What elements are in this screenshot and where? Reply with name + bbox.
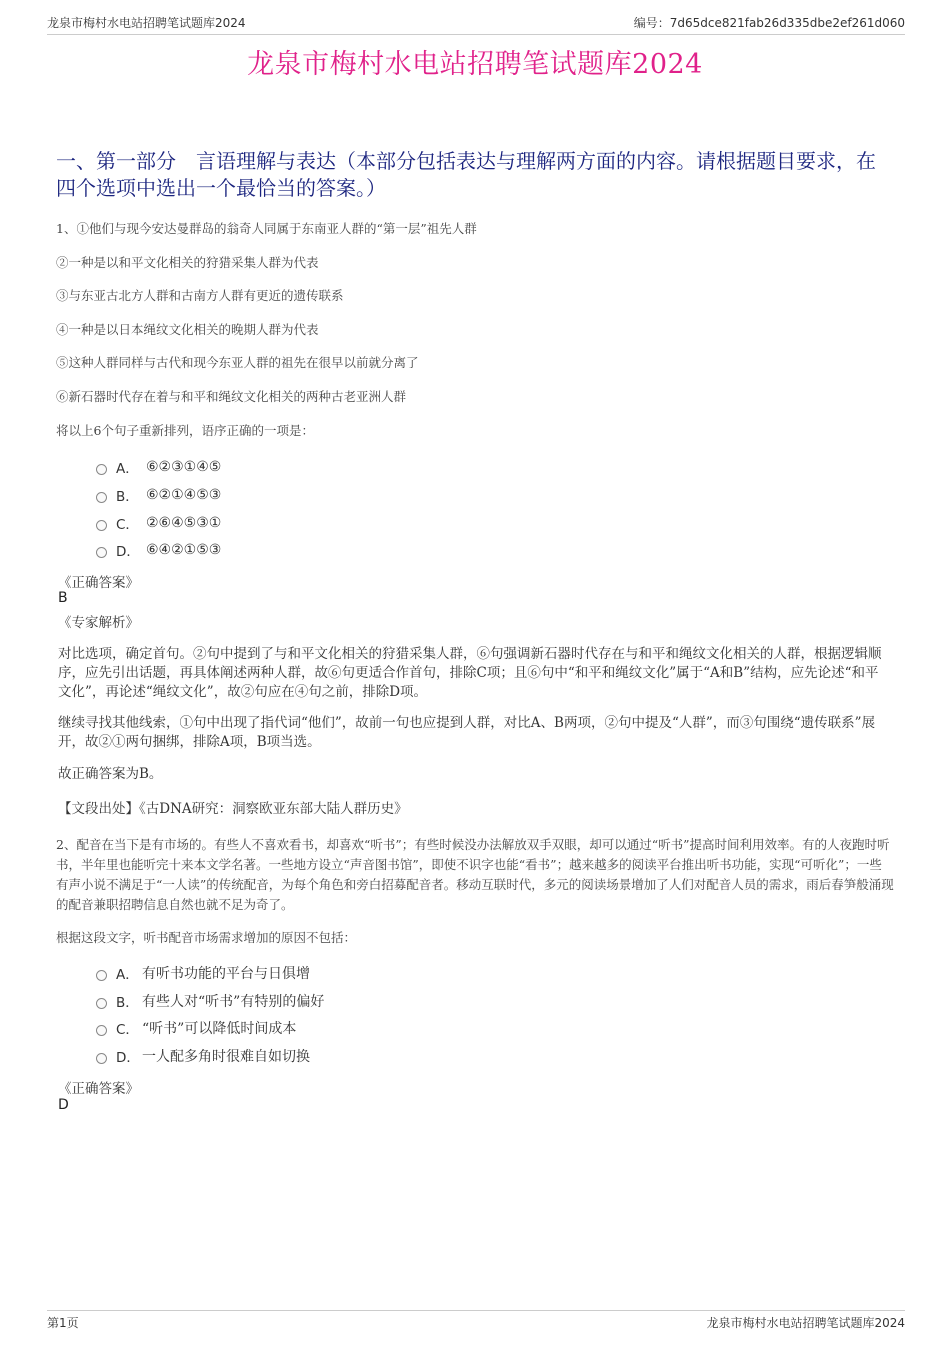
q2-answer-label: 《正确答案》: [58, 1081, 139, 1097]
page-number: 第1页: [47, 1316, 79, 1330]
q1-prompt: 将以上6个句子重新排列，语序正确的一项是：: [56, 423, 314, 438]
option-text: ⑥②①④⑤③: [146, 487, 222, 503]
q1-answer-label: 《正确答案》: [58, 575, 139, 591]
option-letter: A．: [116, 461, 139, 477]
q2-passage: 2、配音在当下是有市场的。有些人不喜欢看书，却喜欢“听书”；有些时候没办法解放双手双眼，却可以通过“听书”提高时间利用效率。有的人夜跑时听书，半年里也能听完十来本文学名著。一些地方设立“声音图书馆”，即使不识字也能“看书”；越来越多的阅读平台推出听书功能，实现“可听化”；一些有声小说不满足于“一人读”的传统配音，为每个角色和旁白招募配音者。移动互联时代，多元的阅读场景增加了人们对配音人员的需求，雨后春笋般涌现的配音兼职招聘信息自然也就不足为奇了。: [56, 837, 894, 912]
option-text: 一人配多角时很难自如切换: [142, 1049, 310, 1065]
q2-option-d[interactable]: [96, 1046, 310, 1066]
q1-source: 【文段出处】《古DNA研究：洞察欧亚东部大陆人群历史》: [58, 801, 408, 817]
option-letter: C．: [116, 1022, 139, 1038]
option-text: ⑥④②①⑤③: [146, 542, 222, 558]
footer-doc-title: 龙泉市梅村水电站招聘笔试题库2024: [706, 1316, 905, 1330]
option-letter: B．: [116, 489, 139, 505]
option-text: ②⑥④⑤③①: [146, 515, 222, 531]
option-letter: A．: [116, 967, 139, 983]
q1-analysis-para-1: 对比选项，确定首句。②句中提到了与和平文化相关的狩猎采集人群，⑥句强调新石器时代存在与和平和绳纹文化相关的人群，根据逻辑顺序，应先引出话题，再具体阐述两种人群，故⑥句更适合作首句，排除C项；且⑥句中“和平和绳纹文化”属于“A和B”结构，应先论述“和平文化”，再论述“绳纹文化”，故②句应在④句之前，排除D项。: [58, 646, 882, 700]
q1-line-3: ③与东亚古北方人群和古南方人群有更近的遗传联系: [56, 288, 344, 303]
header-left-text: 龙泉市梅村水电站招聘笔试题库2024: [47, 16, 246, 30]
page-header: [47, 14, 905, 35]
radio-button[interactable]: [96, 520, 107, 531]
q1-line-6: ⑥新石器时代存在着与和平和绳纹文化相关的两种古老亚洲人群: [56, 389, 407, 404]
q1-line-4: ④一种是以日本绳纹文化相关的晚期人群为代表: [56, 322, 319, 337]
q1-option-d[interactable]: [96, 540, 221, 560]
section-heading: 一、第一部分 言语理解与表达（本部分包括表达与理解两方面的内容。请根据题目要求，在四个选项中选出一个最恰当的答案。）: [56, 149, 876, 200]
q1-answer: B: [58, 590, 68, 606]
q2-option-a[interactable]: [96, 963, 310, 983]
q2-answer: D: [58, 1097, 69, 1113]
q1-option-a[interactable]: [96, 457, 221, 477]
option-text: “听书”可以降低时间成本: [142, 1021, 297, 1037]
option-text: 有听书功能的平台与日俱增: [142, 966, 310, 982]
radio-button[interactable]: [96, 547, 107, 558]
radio-button[interactable]: [96, 492, 107, 503]
document-title: 龙泉市梅村水电站招聘笔试题库2024: [247, 49, 703, 80]
radio-button[interactable]: [96, 1053, 107, 1064]
header-doc-id: 编号：7d65dce821fab26d335dbe2ef261d060: [633, 16, 905, 30]
q1-option-b[interactable]: [96, 485, 221, 505]
radio-button[interactable]: [96, 464, 107, 475]
q1-line-2: ②一种是以和平文化相关的狩猎采集人群为代表: [56, 255, 319, 270]
radio-button[interactable]: [96, 1025, 107, 1036]
q1-analysis-para-2: 继续寻找其他线索，①句中出现了指代词“他们”，故前一句也应提到人群，对比A、B两项，②句中提及“人群”，而③句围绕“遗传联系”展开，故②①两句捆绑，排除A项，B项当选。: [58, 715, 876, 750]
radio-button[interactable]: [96, 998, 107, 1009]
option-letter: D．: [116, 1050, 140, 1066]
option-text: 有些人对“听书”有特别的偏好: [142, 994, 325, 1010]
q1-line-1: 1、①他们与现今安达曼群岛的翁奇人同属于东南亚人群的“第一层”祖先人群: [56, 221, 477, 236]
option-text: ⑥②③①④⑤: [146, 459, 222, 475]
q1-analysis-para-3: 故正确答案为B。: [58, 766, 163, 782]
q2-prompt: 根据这段文字，听书配音市场需求增加的原因不包括：: [56, 930, 357, 945]
q1-option-c[interactable]: [96, 513, 221, 533]
q2-option-c[interactable]: [96, 1018, 296, 1038]
option-letter: B．: [116, 995, 139, 1011]
q1-line-5: ⑤这种人群同样与古代和现今东亚人群的祖先在很早以前就分离了: [56, 355, 419, 370]
option-letter: D．: [116, 544, 140, 560]
radio-button[interactable]: [96, 970, 107, 981]
option-letter: C．: [116, 517, 139, 533]
q1-analysis-label: 《专家解析》: [58, 615, 139, 631]
page-footer: [47, 1310, 905, 1334]
q2-option-b[interactable]: [96, 991, 324, 1011]
